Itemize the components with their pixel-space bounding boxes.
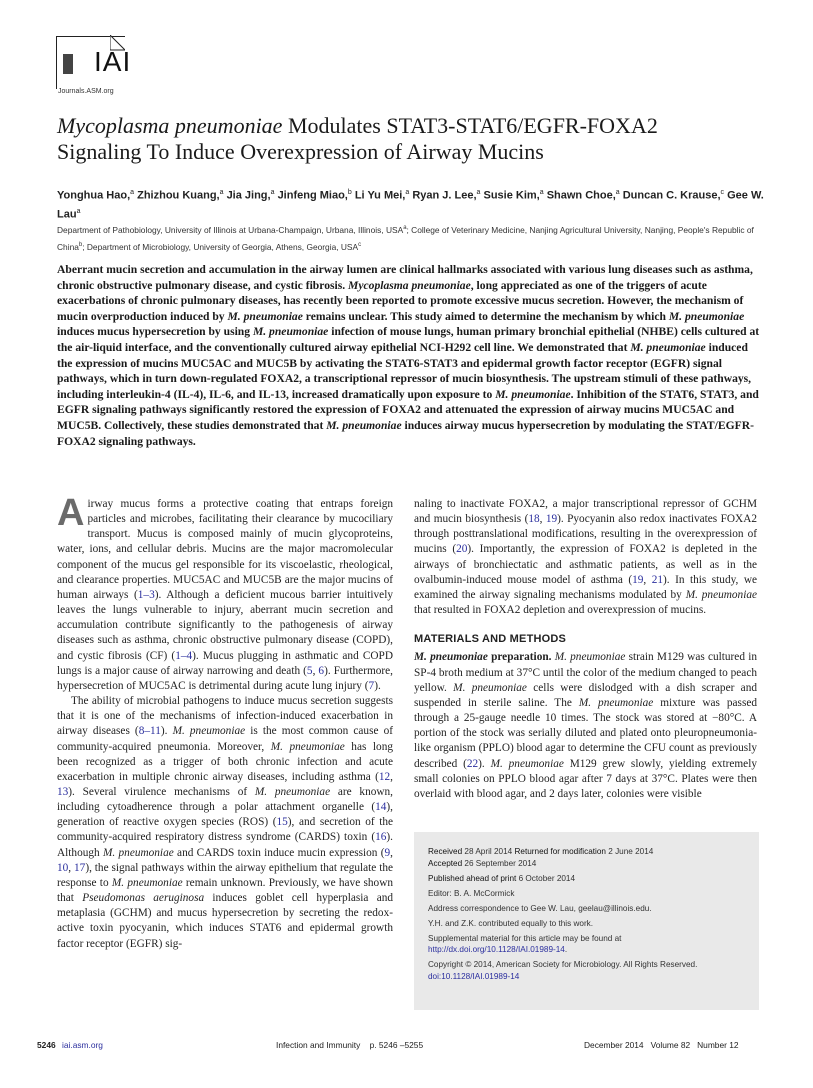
author-name: Li Yu Mei, xyxy=(354,189,406,202)
reference-link[interactable]: 9 xyxy=(384,846,391,859)
reference-link[interactable]: 20 xyxy=(456,543,468,556)
reference-link[interactable]: 16 xyxy=(375,831,387,844)
supplemental-line: Supplemental material for this article may be found at http://dx.doi.org/10.1128/IAI.01989-14. xyxy=(428,934,622,954)
doi-link[interactable]: doi:10.1128/IAI.01989-14 xyxy=(428,972,520,981)
affiliation-mark: c xyxy=(720,189,725,196)
title-line2: Signaling To Induce Overexpression of Airway Mucins xyxy=(57,139,544,164)
abstract: Aberrant mucin secretion and accumulation in the airway lumen are clinical hallmarks associated with various lung diseases such as asthma, chronic obstructive pulmonary disease, and cystic fibrosis. Mycoplasma pneumoniae, long appreciated as one of the triggers of acute exacerbations of chronic pulmonary diseases, has recently been reported to promote excessive mucus secretion. However, the mechanism of mucin overproduction induced by M. pneumoniae remains unclear. This study aimed to determine the mechanism by which M. pneumoniae induces mucus hypersecretion by using M. pneumoniae infection of mouse lungs, human primary bronchial epithelial (NHBE) cells cultured at the air-liquid interface, and the conventionally cultured airway epithelial NCI-H292 cell line. We demonstrated that M. pneumoniae induced the expression of mucins MUC5AC and MUC5B by activating the STAT6-STAT3 and epidermal growth factor receptor (EGFR) signal pathways, which in turn down-regulated FOXA2, a transcriptional repressor of mucin biosynthesis. The upstream stimuli of these pathways, including interleukin-4 (IL-4), IL-6, and IL-13, increased dramatically upon exposure to M. pneumoniae. Inhibition of the STAT6, STAT3, and EGFR signaling pathways significantly restored the expression of FOXA2 and attenuated the expression of airway mucins MUC5AC and MUC5B. Collectively, these studies demonstrated that M. pneumoniae induces airway mucus hypersecretion by modulating the STAT/EGFR-FOXA2 signaling pathways. xyxy=(57,263,760,448)
reference-link[interactable]: 5 xyxy=(306,664,313,677)
reference-link[interactable]: 7 xyxy=(368,679,375,692)
affiliation-mark: a xyxy=(130,189,135,196)
published-line: Published ahead of print 6 October 2014 xyxy=(428,874,576,883)
author-name: Zhizhou Kuang, xyxy=(137,189,220,202)
reference-link[interactable]: 19 xyxy=(632,573,644,586)
affiliations: Department of Pathobiology, University of Illinois at Urbana-Champaign, Urbana, Illinois, USA$^a$; College of Veterinary Medicine, Nanjing Agricultural University, Nanjing, People's Republic of China$^b$; Department of Microbiology, University of Georgia, Athens, Georgia, USA$^c$ xyxy=(57,224,754,252)
reference-link[interactable]: 17 xyxy=(74,861,86,874)
affiliation-mark: a xyxy=(219,189,224,196)
asm-emblem-icon xyxy=(63,54,73,74)
title-italic: Mycoplasma pneumoniae xyxy=(57,113,283,138)
affiliation-mark: a xyxy=(405,189,410,196)
methods-paragraph-1: M. pneumoniae preparation. M. pneumoniae strain M129 was cultured in SP-4 broth medium at 37°C until the color of the medium changed to peach yellow. M. pneumoniae cells were dislodged with a dish scraper and suspended in sterile saline. The M. pneumoniae mixture was passed through a 25-gauge needle 10 times. The stock was stored at −80°C. A portion of the stock was serially diluted and plated onto pleuropneumonia-like organism (PPLO) blood agar to determine the CFU count as previously described (22). M. pneumoniae M129 grew slowly, yielding extremely small colonies on PPLO blood agar after 7 days at 37°C. Plates were then overlaid with blood agar, and 2 days later, colonies were visible xyxy=(414,651,757,800)
journal-site-link[interactable]: iai.asm.org xyxy=(62,1040,103,1050)
author-name: Duncan C. Krause, xyxy=(622,189,721,202)
correspondence-line: Address correspondence to Gee W. Lau, geelau@illinois.edu. xyxy=(428,904,652,913)
reference-link[interactable]: 10 xyxy=(57,861,69,874)
article-info-box xyxy=(414,832,759,1010)
dropcap: A xyxy=(57,492,85,534)
supplemental-link[interactable]: http://dx.doi.org/10.1128/IAI.01989-14 xyxy=(428,945,565,954)
reference-link[interactable]: 1–3 xyxy=(137,588,155,601)
author-name: Susie Kim, xyxy=(483,189,540,202)
affiliation-mark: a xyxy=(615,189,620,196)
author-name: Shawn Choe, xyxy=(546,189,616,202)
intro-paragraph-2: The ability of microbial pathogens to induce mucus secretion suggests that it is one of the mechanisms of infection-induced exacerbation in airway diseases (8–11). M. pneumoniae is the most common cause of community-acquired pneumonia. Moreover, M. pneumoniae has long been recognized as a trigger of both chronic infection and acute exacerbation in multiple chronic airway diseases, including asthma (12, 13). Several virulence mechanisms of M. pneumoniae are known, including cytoadherence through a polar attachment organelle (14), generation of reactive oxygen species (ROS) (15), and secretion of the community-acquired respiratory distress syndrome (CARDS) toxin (16). Although M. pneumoniae and CARDS toxin induce mucin expression (9, 10, 17), the signal pathways within the airway epithelium that regulate the response to M. pneumoniae remain unknown. Previously, we have shown that Pseudomonas aeruginosa induces goblet cell hyperplasia and metaplasia (GCHM) and mucus hypersecretion by secreting the redox-active toxin pyocyanin, which induces STAT6 and epidermal growth factor receptor (EGFR) sig- xyxy=(57,695,394,950)
reference-link[interactable]: 18 xyxy=(528,513,540,526)
reference-link[interactable]: 1–4 xyxy=(175,649,193,662)
page-number: 5246 xyxy=(37,1040,56,1050)
author-list xyxy=(57,185,777,222)
author-name: Jinfeng Miao, xyxy=(277,189,348,202)
reference-link[interactable]: 13 xyxy=(57,785,69,798)
received-line: Received 28 April 2014 Returned for modification 2 June 2014 xyxy=(428,847,654,856)
accepted-line: Accepted 26 September 2014 xyxy=(428,859,537,868)
reference-link[interactable]: 15 xyxy=(276,816,288,829)
author-name: Yonghua Hao, xyxy=(57,189,131,202)
body-column-left xyxy=(57,492,394,952)
reference-link[interactable]: 6 xyxy=(318,664,325,677)
reference-link[interactable]: 12 xyxy=(378,770,391,783)
affiliation-mark: a xyxy=(270,189,275,196)
journal-logo xyxy=(56,36,132,95)
author-name: Gee W. Lau xyxy=(57,189,764,221)
copyright-line: Copyright © 2014, American Society for Microbiology. All Rights Reserved. xyxy=(428,960,698,969)
section-heading-methods: MATERIALS AND METHODS xyxy=(414,633,567,646)
affiliation-mark: b xyxy=(347,189,352,196)
affiliation-mark: a xyxy=(76,207,81,215)
editor-line: Editor: B. A. McCormick xyxy=(428,889,515,898)
reference-link[interactable]: 14 xyxy=(375,801,387,814)
journal-url[interactable]: Journals.ASM.org xyxy=(58,88,114,95)
author-name: Ryan J. Lee, xyxy=(412,189,477,202)
reference-link[interactable]: 8–11 xyxy=(138,725,161,738)
journal-pages: Infection and Immunity p. 5246 –5255 xyxy=(276,1040,424,1050)
title-line1-rest: Modulates STAT3-STAT6/EGFR-FOXA2 xyxy=(282,113,658,138)
intro-paragraph-3: naling to inactivate FOXA2, a major transcriptional repressor of GCHM and mucin biosynthesis (18, 19). Pyocyanin also redox inactivates FOXA2 through posttranslational modifications, resulting in the overexpression of mucins (20). Importantly, the expression of FOXA2 is depleted in the airways of bronchiectatic and asthmatic patients, as well as in the ovalbumin-induced mouse model of asthma (19, 21). In this study, we examined the airway signaling mechanisms modulated by M. pneumoniae that resulted in FOXA2 depletion and overexpression of mucins. xyxy=(414,498,757,617)
affiliation-mark: a xyxy=(476,189,481,196)
reference-link[interactable]: 19 xyxy=(545,513,558,526)
author-name: Jia Jing, xyxy=(226,189,271,202)
intro-paragraph-1: Airway mucus forms a protective coating that entraps foreign particles and microbes, facilitating their clearance by mucociliary transport. Mucus is composed mainly of mucin glycoproteins, water, ions, and cellular debris. Mucins are the major macromolecular component of the mucus gel responsible for its viscoelastic, rheological, and clearance properties. MUC5AC and MUC5B are the major mucins of human airways (1–3). Although a deficient mucous barrier intuitively leaves the lungs vulnerable to injury, aberrant mucin secretion and accumulation contribute significantly to the pathogenesis of airway diseases such as asthma, chronic obstructive pulmonary disease (COPD), and cystic fibrosis (CF) (1–4). Mucus plugging in asthmatic and COPD lungs is a major cause of airway narrowing and death (5, 6). Furthermore, hypersecretion of MUC5AC is detrimental during acute lung injury (7). xyxy=(57,492,393,692)
reference-link[interactable]: 22 xyxy=(466,757,479,770)
journal-abbrev: IAI xyxy=(94,46,132,77)
issue-info: December 2014 Volume 82 Number 12 xyxy=(584,1040,739,1050)
affiliation-mark: a xyxy=(539,189,544,196)
body-column-right xyxy=(414,497,757,802)
equal-contribution-line: Y.H. and Z.K. contributed equally to this work. xyxy=(428,919,594,928)
reference-link[interactable]: 21 xyxy=(651,573,664,586)
article-title xyxy=(57,113,777,165)
